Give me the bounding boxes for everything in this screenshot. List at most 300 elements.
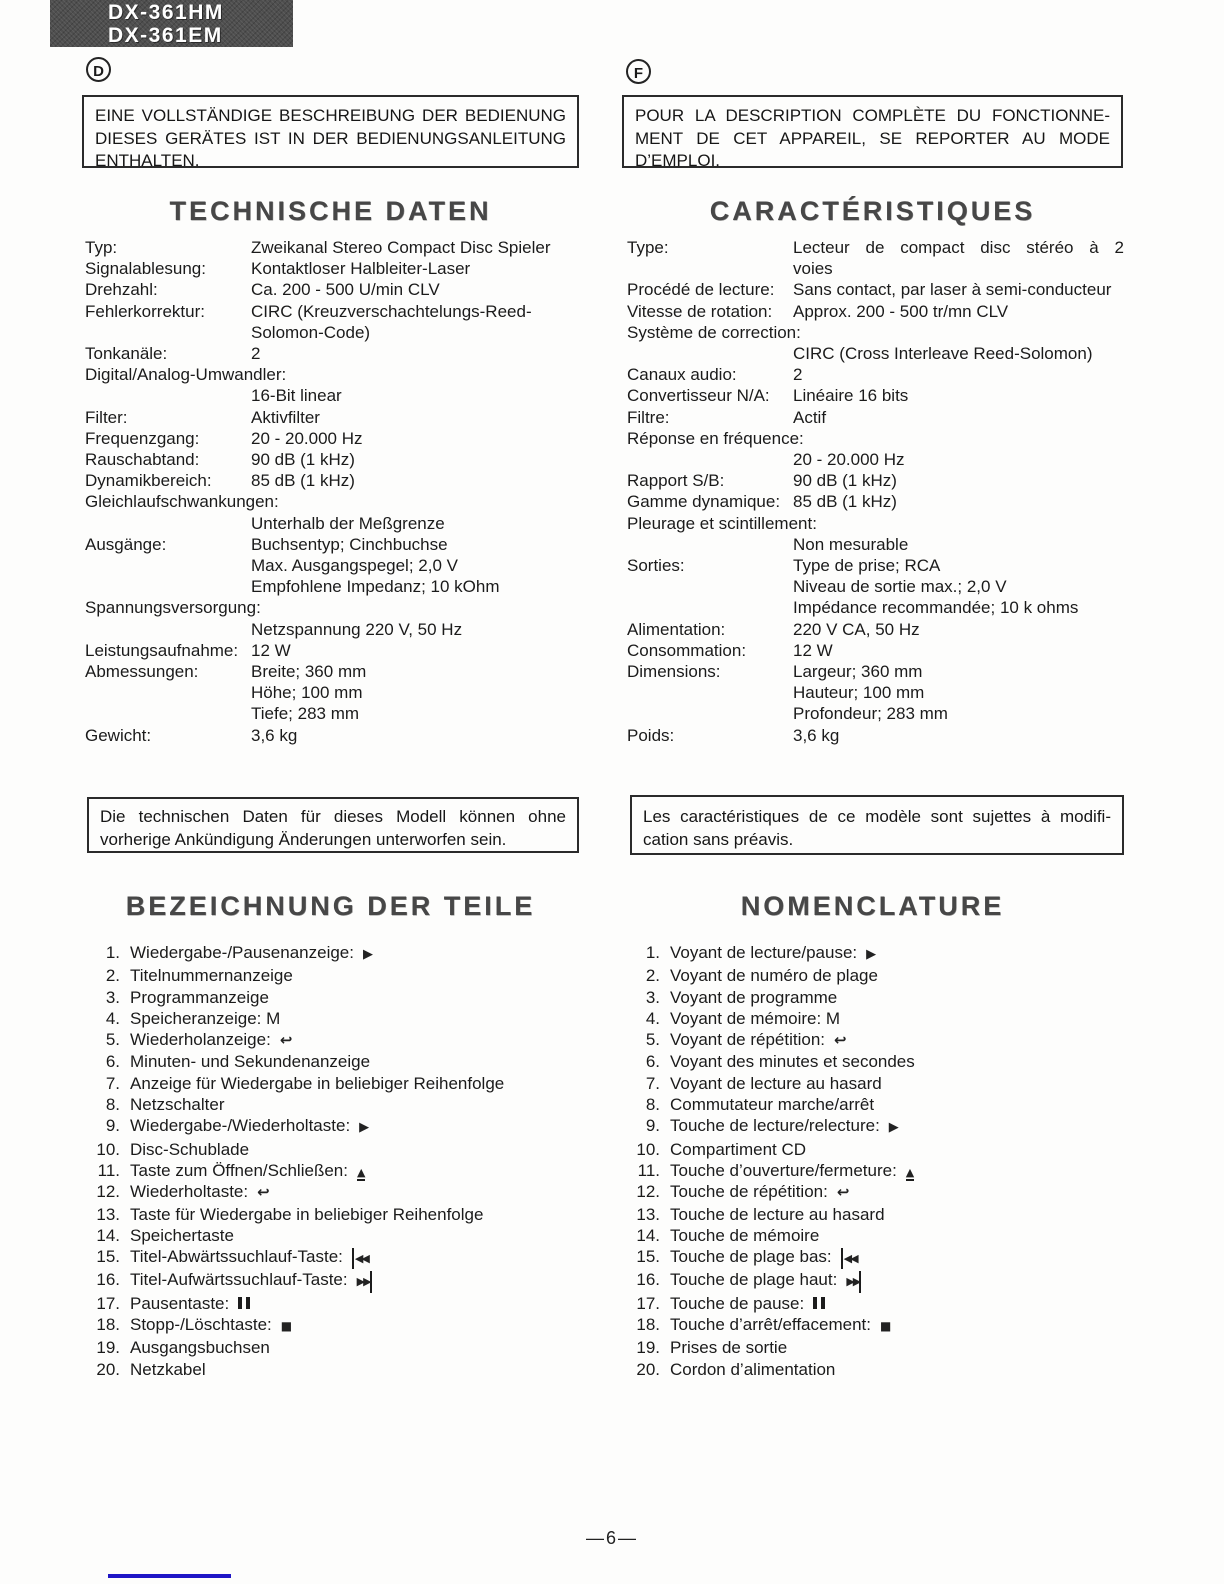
spec-row	[627, 385, 1124, 406]
spec-value	[793, 322, 1124, 343]
part-number: 6.	[645, 1052, 660, 1072]
spec-label	[85, 703, 251, 724]
part-label: Taste zum Öffnen/Schließen:	[130, 1160, 348, 1180]
part-number: 2.	[105, 966, 120, 986]
part-row	[628, 1139, 1124, 1160]
part-number: 13.	[636, 1204, 660, 1224]
notice-line: ENTHALTEN.	[95, 151, 200, 170]
part-label: Voyant de mémoire: M	[670, 1008, 841, 1028]
spec-label: Pleurage et scintillement:	[627, 513, 817, 533]
spec-label	[627, 534, 793, 555]
spec-label: Spannungsversorgung:	[85, 598, 261, 618]
part-row	[628, 1073, 1124, 1094]
spec-value: 16-Bit linear	[251, 386, 342, 406]
spec-row	[85, 385, 579, 406]
spec-value: 3,6 kg	[251, 725, 298, 745]
spec-value: Höhe; 100 mm	[251, 683, 363, 703]
spec-row	[627, 491, 1124, 512]
part-row	[628, 1204, 1124, 1225]
part-row	[88, 1008, 580, 1029]
part-number: 7.	[645, 1073, 660, 1093]
spec-value: 3,6 kg	[793, 725, 840, 745]
spec-value: Buchsentyp; Cinchbuchse	[251, 534, 448, 554]
part-row	[88, 1029, 580, 1051]
spec-value: Unterhalb der Meßgrenze	[251, 513, 445, 533]
change-notice-german	[87, 797, 579, 853]
spec-value: Impédance recommandée; 10 k ohms	[793, 598, 1079, 618]
part-number: 9.	[105, 1116, 120, 1136]
spec-row	[627, 513, 1124, 534]
play-icon: ▶	[359, 1120, 370, 1136]
spec-label	[627, 258, 793, 279]
spec-row	[627, 428, 1124, 449]
spec-value: Netzspannung 220 V, 50 Hz	[251, 619, 463, 639]
spec-row	[627, 725, 1124, 746]
section-title-nomenclature: NOMENCLATURE	[740, 891, 1005, 921]
notice-line: cation sans préavis.	[643, 829, 794, 849]
change-notice-french	[630, 795, 1124, 855]
part-label: Speichertaste	[130, 1225, 234, 1245]
spec-label: Tonkanäle:	[85, 344, 168, 364]
part-label: Voyant de numéro de plage	[670, 966, 878, 986]
part-row	[88, 1160, 580, 1181]
part-row	[88, 1359, 580, 1380]
spec-value: Approx. 200 - 500 tr/mn CLV	[793, 301, 1009, 321]
part-label: Anzeige für Wiedergabe in beliebiger Reihenfolge	[130, 1073, 505, 1093]
spec-row	[85, 301, 579, 322]
play-icon: ▶	[866, 947, 877, 962]
part-row	[628, 1160, 1124, 1181]
part-row	[628, 1337, 1124, 1358]
part-row	[88, 1139, 580, 1160]
part-row	[628, 1359, 1124, 1380]
part-row	[88, 1051, 580, 1072]
spec-row	[85, 428, 579, 449]
spec-label	[85, 513, 251, 534]
spec-value: Tiefe; 283 mm	[251, 704, 360, 724]
spec-label: Abmessungen:	[85, 662, 199, 682]
spec-label	[85, 322, 251, 343]
part-row	[628, 1246, 1124, 1269]
part-label: Speicheranzeige: M	[130, 1008, 281, 1028]
part-number: 12.	[636, 1182, 660, 1202]
part-number: 5.	[105, 1030, 120, 1050]
part-number: 19.	[636, 1338, 660, 1358]
spec-label	[85, 619, 251, 640]
part-number: 19.	[96, 1338, 120, 1358]
part-number: 11.	[97, 1160, 120, 1180]
part-number: 13.	[96, 1204, 120, 1224]
spec-row	[627, 301, 1124, 322]
spec-row	[627, 470, 1124, 491]
part-label: Wiederholtaste:	[130, 1182, 249, 1202]
spec-value: 85 dB (1 kHz)	[793, 492, 897, 512]
spec-row	[85, 619, 579, 640]
notice-line: Die technischen Daten für dieses Modell können ohne	[100, 807, 566, 826]
part-label: Touche de pause:	[670, 1293, 805, 1313]
spec-value	[251, 491, 579, 512]
part-label: Netzkabel	[130, 1359, 206, 1379]
spec-value	[251, 364, 579, 385]
spec-label: Ausgänge:	[85, 534, 167, 554]
language-marker-french: F	[626, 59, 651, 84]
spec-label: Poids:	[627, 725, 675, 745]
part-label: Stopp-/Löschtaste:	[130, 1315, 272, 1335]
part-row	[88, 1073, 580, 1094]
spec-row	[85, 640, 579, 661]
model-number-line: DX-361HM	[108, 1, 224, 24]
spec-label: Gamme dynamique:	[627, 492, 781, 512]
spec-label: Alimentation:	[627, 619, 726, 639]
spec-label	[85, 576, 251, 597]
part-number: 14.	[96, 1225, 120, 1245]
spec-label: Convertisseur N/A:	[627, 386, 770, 406]
spec-row	[627, 258, 1124, 279]
spec-row	[85, 661, 579, 682]
spec-row	[85, 513, 579, 534]
spec-label	[85, 682, 251, 703]
spec-row	[85, 343, 579, 364]
spec-value: 20 - 20.000 Hz	[793, 450, 905, 470]
part-row	[88, 1337, 580, 1358]
part-row	[88, 1115, 580, 1138]
part-number: 2.	[645, 966, 660, 986]
spec-label: Digital/Analog-Umwandler:	[85, 365, 287, 385]
part-label: Titel-Abwärtssuchlauf-Taste:	[130, 1247, 343, 1267]
spec-label	[627, 597, 793, 618]
spec-table-german	[85, 237, 579, 746]
part-label: Touche de répétition:	[670, 1182, 828, 1202]
part-label: Touche de plage bas:	[670, 1247, 832, 1267]
repeat-icon: ↩	[257, 1183, 270, 1202]
pause-icon	[238, 1297, 250, 1309]
part-row	[628, 1181, 1124, 1203]
spec-label: Typ:	[85, 238, 118, 257]
part-row	[88, 1246, 580, 1269]
spec-label	[627, 703, 793, 724]
spec-row	[627, 661, 1124, 682]
bottom-blue-bar	[108, 1574, 231, 1578]
spec-value: Non mesurable	[793, 534, 909, 554]
spec-value: Breite; 360 mm	[251, 662, 367, 682]
part-number: 3.	[105, 987, 120, 1007]
part-label: Voyant de lecture au hasard	[670, 1073, 882, 1093]
repeat-icon: ↩	[834, 1031, 847, 1050]
spec-label: Canaux audio:	[627, 365, 737, 385]
part-row	[88, 942, 580, 965]
part-number: 10.	[96, 1139, 120, 1159]
spec-value: Actif	[793, 407, 827, 427]
spec-label: Signalablesung:	[85, 259, 206, 279]
spec-value: Linéaire 16 bits	[793, 386, 909, 406]
spec-label: Fehlerkorrektur:	[85, 301, 205, 321]
spec-value: 220 V CA, 50 Hz	[793, 619, 920, 639]
part-label: Voyant de répétition:	[670, 1030, 826, 1050]
part-label: Netzschalter	[130, 1095, 225, 1115]
notice-line: MENT DE CET APPAREIL, SE REPORTER AU MODE	[635, 128, 1110, 148]
part-row	[628, 1051, 1124, 1072]
part-label: Programmanzeige	[130, 987, 269, 1007]
part-number: 8.	[645, 1095, 660, 1115]
spec-value: Largeur; 360 mm	[793, 662, 923, 682]
part-row	[628, 1225, 1124, 1246]
notice-line: EINE VOLLSTÄNDIGE BESCHREIBUNG DER BEDIENUNG	[95, 106, 566, 125]
part-number: 16.	[96, 1270, 120, 1290]
spec-row	[85, 470, 579, 491]
spec-value	[251, 597, 579, 618]
part-label: Compartiment CD	[670, 1139, 807, 1159]
spec-value: Zweikanal Stereo Compact Disc Spieler	[251, 238, 551, 257]
part-row	[628, 1008, 1124, 1029]
spec-label	[627, 682, 793, 703]
spec-row	[627, 449, 1124, 470]
spec-label: Sorties:	[627, 556, 685, 576]
part-number: 7.	[105, 1073, 120, 1093]
spec-value: 12 W	[251, 640, 291, 660]
model-badge	[50, 0, 293, 47]
spec-value: 90 dB (1 kHz)	[793, 471, 897, 491]
spec-value: CIRC (Cross Interleave Reed-Solomon)	[793, 344, 1093, 364]
notice-line: vorherige Ankündigung Änderungen unterworfen sein.	[100, 829, 507, 849]
spec-row	[85, 725, 579, 746]
spec-value: Kontaktloser Halbleiter-Laser	[251, 259, 471, 279]
play-icon: ▶	[362, 947, 373, 962]
spec-row	[85, 279, 579, 300]
spec-row	[627, 555, 1124, 576]
spec-value: 2	[793, 365, 803, 385]
part-row	[628, 1094, 1124, 1115]
spec-label	[85, 555, 251, 576]
spec-label: Procédé de lecture:	[627, 280, 775, 300]
part-number: 12.	[96, 1182, 120, 1202]
spec-value: 20 - 20.000 Hz	[251, 428, 363, 448]
page-number: —6—	[585, 1528, 638, 1548]
spec-value: 90 dB (1 kHz)	[251, 450, 355, 470]
spec-row	[85, 555, 579, 576]
part-row	[88, 987, 580, 1008]
spec-value: Solomon-Code)	[251, 322, 371, 342]
track-down-icon: ◀◀	[352, 1248, 370, 1269]
spec-value	[793, 428, 1124, 449]
part-row	[88, 1269, 580, 1292]
notice-line: DIESES GERÄTES IST IN DER BEDIENUNGSANLEITUNG	[95, 128, 566, 148]
spec-value: 12 W	[793, 640, 833, 660]
spec-label: Rauschabtand:	[85, 450, 200, 470]
spec-label: Frequenzgang:	[85, 428, 200, 448]
part-row	[88, 1094, 580, 1115]
spec-label: Gewicht:	[85, 725, 152, 745]
play-icon: ▶	[888, 1120, 899, 1136]
model-number-line: DX-361EM	[108, 24, 223, 47]
part-label: Commutateur marche/arrêt	[670, 1095, 875, 1115]
repeat-icon: ↩	[279, 1031, 293, 1050]
part-number: 4.	[105, 1008, 120, 1028]
part-row	[628, 1115, 1124, 1138]
pause-icon	[813, 1297, 825, 1309]
part-number: 14.	[636, 1225, 660, 1245]
notice-line: POUR LA DESCRIPTION COMPLÈTE DU FONCTIONNE-	[635, 106, 1110, 125]
part-label: Touche de mémoire	[670, 1225, 820, 1245]
part-row	[88, 1293, 580, 1314]
spec-table-french	[627, 237, 1124, 746]
spec-row	[85, 597, 579, 618]
spec-row	[627, 364, 1124, 385]
repeat-icon: ↩	[836, 1183, 850, 1202]
spec-label: Rapport S/B:	[627, 471, 725, 491]
spec-label: Système de correction:	[627, 322, 801, 342]
spec-label: Drehzahl:	[85, 280, 158, 300]
spec-label: Réponse en fréquence:	[627, 428, 804, 448]
part-label: Touche de lecture/relecture:	[670, 1116, 880, 1136]
part-number: 1.	[645, 943, 660, 962]
part-row	[88, 1204, 580, 1225]
part-number: 1.	[105, 943, 120, 962]
spec-row	[627, 682, 1124, 703]
part-label: Touche de lecture au hasard	[670, 1204, 885, 1224]
spec-row	[85, 322, 579, 343]
part-row	[88, 1225, 580, 1246]
part-label: Ausgangsbuchsen	[130, 1338, 270, 1358]
part-row	[628, 1314, 1124, 1337]
spec-label: Vitesse de rotation:	[627, 301, 773, 321]
part-number: 9.	[645, 1116, 660, 1136]
part-label: Prises de sortie	[670, 1338, 788, 1358]
part-row	[628, 965, 1124, 986]
spec-value: voies	[793, 259, 833, 279]
part-number: 4.	[645, 1008, 660, 1028]
part-label: Titel-Aufwärtssuchlauf-Taste:	[130, 1270, 348, 1290]
spec-row	[85, 491, 579, 512]
spec-row	[627, 279, 1124, 300]
notice-line: Les caractéristiques de ce modèle sont sujettes à modifi-	[643, 807, 1111, 826]
part-label: Touche de plage haut:	[670, 1270, 838, 1290]
spec-row	[627, 576, 1124, 597]
part-label: Voyant des minutes et secondes	[670, 1052, 915, 1072]
spec-label: Type:	[627, 238, 669, 257]
spec-row	[627, 343, 1124, 364]
part-label: Touche d’arrêt/effacement:	[670, 1315, 871, 1335]
spec-label	[85, 385, 251, 406]
part-number: 5.	[645, 1030, 660, 1050]
spec-value: Lecteur de compact disc stéréo à 2	[793, 238, 1124, 257]
part-label: Wiedergabe-/Wiederholtaste:	[130, 1116, 351, 1136]
spec-label: Dynamikbereich:	[85, 471, 212, 491]
part-number: 16.	[636, 1270, 660, 1290]
spec-row	[627, 703, 1124, 724]
spec-value: Sans contact, par laser à semi-conducteur	[793, 280, 1112, 300]
spec-value	[793, 513, 1124, 534]
spec-row	[85, 364, 579, 385]
part-row	[628, 942, 1124, 965]
part-row	[88, 1314, 580, 1337]
part-number: 3.	[645, 987, 660, 1007]
spec-row	[85, 237, 579, 258]
eject-icon: ▲	[905, 1165, 915, 1179]
eject-icon: ▲	[356, 1165, 366, 1179]
part-row	[628, 1269, 1124, 1292]
part-row	[628, 1029, 1124, 1051]
section-title-technische-daten: TECHNISCHE DATEN	[169, 196, 492, 226]
part-row	[628, 1293, 1124, 1314]
part-label: Minuten- und Sekundenanzeige	[130, 1052, 371, 1072]
spec-label	[627, 343, 793, 364]
spec-row	[627, 534, 1124, 555]
part-label: Voyant de programme	[670, 987, 838, 1007]
spec-row	[85, 703, 579, 724]
spec-value: Max. Ausgangspegel; 2,0 V	[251, 556, 458, 576]
spec-value: 2	[251, 344, 261, 364]
stop-icon: ■	[879, 1319, 892, 1334]
spec-label: Gleichlaufschwankungen:	[85, 492, 279, 512]
spec-row	[85, 576, 579, 597]
section-title-caracteristiques: CARACTÉRISTIQUES	[709, 196, 1036, 226]
spec-row	[627, 407, 1124, 428]
part-label: Wiederholanzeige:	[130, 1030, 271, 1050]
notice-line: D’EMPLOI.	[635, 151, 721, 170]
spec-row	[85, 407, 579, 428]
spec-row	[627, 237, 1124, 258]
part-label: Titelnummernanzeige	[130, 966, 293, 986]
part-row	[88, 1181, 580, 1203]
spec-value: Ca. 200 - 500 U/min CLV	[251, 280, 440, 300]
part-number: 18.	[96, 1315, 120, 1335]
part-label: Touche d’ouverture/fermeture:	[670, 1160, 897, 1180]
part-number: 20.	[636, 1359, 660, 1379]
section-title-bezeichnung-der-teile: BEZEICHNUNG DER TEILE	[125, 891, 536, 921]
part-label: Taste für Wiedergabe in beliebiger Reihenfolge	[130, 1204, 484, 1224]
part-label: Pausentaste:	[130, 1293, 230, 1313]
part-label: Voyant de lecture/pause:	[670, 943, 858, 962]
part-row	[628, 987, 1124, 1008]
part-number: 8.	[105, 1095, 120, 1115]
spec-value: Hauteur; 100 mm	[793, 683, 925, 703]
spec-row	[627, 640, 1124, 661]
spec-value: CIRC (Kreuzverschachtelungs-Reed-	[251, 301, 532, 321]
track-down-icon: ◀◀	[841, 1248, 859, 1269]
part-number: 10.	[636, 1139, 660, 1159]
track-up-icon: ▶▶	[357, 1271, 372, 1292]
track-up-icon: ▶▶	[846, 1271, 861, 1292]
spec-row	[85, 449, 579, 470]
part-number: 17.	[636, 1293, 660, 1313]
spec-row	[627, 597, 1124, 618]
spec-label	[627, 449, 793, 470]
spec-value: Type de prise; RCA	[793, 556, 941, 576]
spec-row	[85, 258, 579, 279]
language-marker-german: D	[86, 57, 111, 82]
notice-box-french	[622, 95, 1123, 168]
part-number: 18.	[636, 1315, 660, 1335]
spec-label	[627, 576, 793, 597]
spec-value: Niveau de sortie max.; 2,0 V	[793, 577, 1007, 597]
part-label: Wiedergabe-/Pausenanzeige:	[130, 943, 354, 962]
spec-value: Aktivfilter	[251, 407, 320, 427]
part-row	[88, 965, 580, 986]
part-number: 15.	[636, 1247, 660, 1267]
part-number: 20.	[96, 1359, 120, 1379]
spec-value: 85 dB (1 kHz)	[251, 471, 355, 491]
part-number: 6.	[105, 1052, 120, 1072]
stop-icon: ■	[280, 1319, 293, 1334]
parts-list-german	[88, 942, 580, 1380]
spec-value: Empfohlene Impedanz; 10 kOhm	[251, 577, 500, 597]
spec-row	[85, 534, 579, 555]
spec-label: Filtre:	[627, 407, 670, 427]
notice-box-german	[82, 95, 579, 168]
spec-value: Profondeur; 283 mm	[793, 704, 948, 724]
spec-label: Filter:	[85, 407, 128, 427]
parts-list-french	[628, 942, 1124, 1380]
